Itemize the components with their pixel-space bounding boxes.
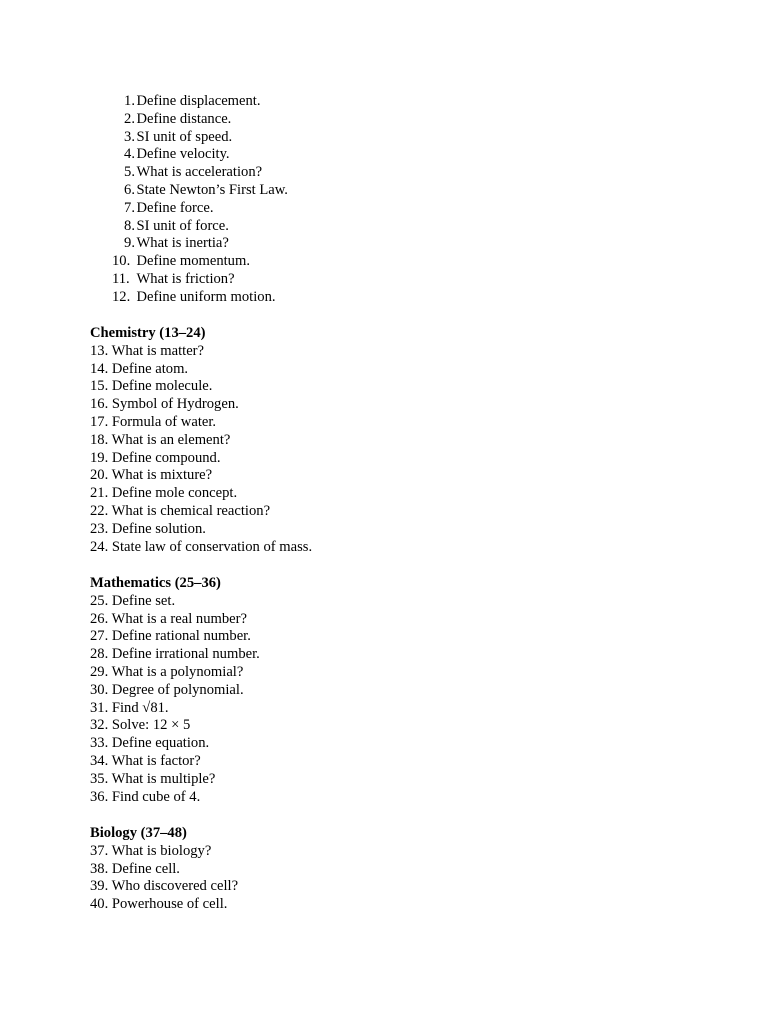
item-number: 7. [124, 199, 135, 216]
list-item [112, 164, 288, 182]
section-heading: Mathematics (25–36) [90, 575, 221, 591]
list-item: 14. Define atom. [90, 360, 189, 377]
list-item [112, 200, 288, 218]
list-item [112, 129, 288, 147]
item-number: 10. [112, 253, 131, 270]
list-item [112, 218, 288, 236]
item-number: 12. [112, 288, 131, 305]
item-text: State Newton’s First Law. [136, 181, 288, 198]
item-text: Define velocity. [136, 146, 230, 163]
item-number: 11. [112, 270, 130, 287]
list-item [112, 271, 288, 289]
list-item: 21. Define mole concept. [90, 485, 238, 502]
list-item: 25. Define set. [90, 592, 176, 609]
item-text: Define displacement. [136, 93, 261, 109]
list-item [112, 235, 288, 253]
list-item [112, 93, 288, 111]
list-item: 23. Define solution. [90, 520, 206, 537]
item-text: Define force. [136, 199, 214, 216]
list-item: 17. Formula of water. [90, 413, 217, 430]
list-item [112, 182, 288, 200]
list-item: 38. Define cell. [90, 860, 180, 877]
item-text: Define uniform motion. [136, 288, 276, 305]
item-number: 6. [124, 181, 135, 198]
item-number: 8. [124, 217, 135, 234]
list-item: 18. What is an element? [90, 431, 231, 448]
list-item: 35. What is multiple? [90, 770, 216, 787]
item-number: 2. [124, 110, 135, 127]
item-number: 3. [124, 128, 135, 145]
list-item: 22. What is chemical reaction? [90, 502, 271, 519]
biology-section [90, 825, 238, 914]
list-item: 36. Find cube of 4. [90, 788, 201, 805]
list-item: 24. State law of conservation of mass. [90, 538, 313, 555]
list-item: 28. Define irrational number. [90, 646, 260, 663]
list-item: 30. Degree of polynomial. [90, 681, 244, 698]
list-item: 27. Define rational number. [90, 628, 251, 645]
list-item [112, 289, 288, 307]
item-text: What is acceleration? [136, 164, 263, 181]
item-number: 1. [124, 93, 135, 109]
section-heading: Chemistry (13–24) [90, 325, 206, 341]
list-item: 20. What is mixture? [90, 467, 213, 484]
list-item: 34. What is factor? [90, 752, 201, 769]
item-text: Define momentum. [136, 253, 250, 270]
list-item: 39. Who discovered cell? [90, 878, 239, 895]
section-heading: Biology (37–48) [90, 825, 187, 841]
list-item: 29. What is a polynomial? [90, 663, 244, 680]
list-item: 16. Symbol of Hydrogen. [90, 396, 239, 413]
item-text: Define distance. [136, 110, 232, 127]
chemistry-section [90, 325, 312, 556]
item-number: 4. [124, 146, 135, 163]
physics-question-list [112, 93, 288, 307]
list-item [112, 146, 288, 164]
item-text: SI unit of force. [136, 217, 229, 234]
list-item: 37. What is biology? [90, 842, 212, 859]
list-item: 33. Define equation. [90, 735, 210, 752]
item-number: 9. [124, 235, 135, 252]
list-item: 19. Define compound. [90, 449, 221, 466]
list-item: 32. Solve: 12 × 5 [90, 717, 191, 734]
mathematics-section [90, 575, 260, 806]
item-text: What is friction? [136, 270, 235, 287]
list-item [112, 253, 288, 271]
item-text: SI unit of speed. [136, 128, 233, 145]
item-text: What is inertia? [136, 235, 229, 252]
list-item: 13. What is matter? [90, 342, 205, 359]
list-item: 15. Define molecule. [90, 378, 213, 395]
list-item: 26. What is a real number? [90, 610, 247, 627]
item-number: 5. [124, 164, 135, 181]
list-item [112, 111, 288, 129]
list-item: 31. Find √81. [90, 699, 169, 716]
list-item: 40. Powerhouse of cell. [90, 896, 228, 913]
